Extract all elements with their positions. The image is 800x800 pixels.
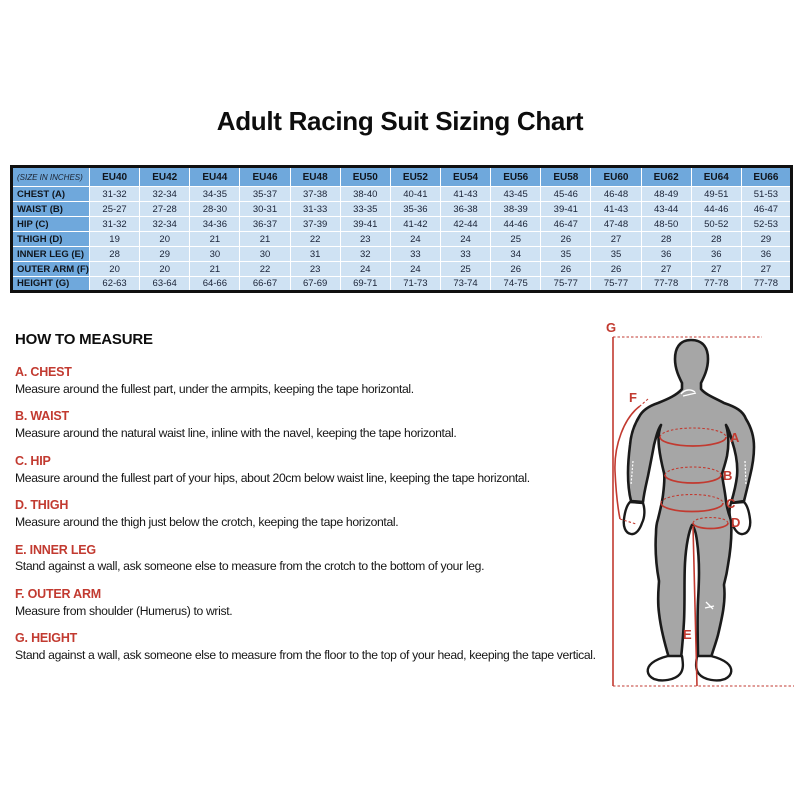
size-cell: 27 bbox=[741, 262, 791, 277]
size-column-header: EU40 bbox=[90, 167, 140, 187]
table-row bbox=[12, 262, 792, 277]
size-column-header: EU46 bbox=[240, 167, 290, 187]
size-cell: 21 bbox=[190, 232, 240, 247]
size-cell: 27 bbox=[691, 262, 741, 277]
measure-section-label: A. CHEST bbox=[15, 365, 72, 379]
body-figure-svg bbox=[598, 313, 798, 698]
size-cell: 52-53 bbox=[741, 217, 791, 232]
body-measurement-figure bbox=[598, 313, 798, 698]
size-cell: 24 bbox=[440, 232, 490, 247]
size-cell: 31-32 bbox=[90, 217, 140, 232]
size-cell: 43-45 bbox=[491, 187, 541, 202]
measure-section-text: Measure from shoulder (Humerus) to wrist. bbox=[15, 603, 233, 618]
size-cell: 35 bbox=[591, 247, 641, 262]
size-cell: 46-47 bbox=[541, 217, 591, 232]
size-cell: 46-47 bbox=[741, 202, 791, 217]
left-foot bbox=[648, 656, 683, 680]
size-cell: 38-39 bbox=[491, 202, 541, 217]
row-label: CHEST (A) bbox=[12, 187, 90, 202]
measure-section-text: Stand against a wall, ask someone else to measure from the crotch to the bottom of your leg. bbox=[15, 559, 485, 574]
size-cell: 36-38 bbox=[440, 202, 490, 217]
size-cell: 64-66 bbox=[190, 277, 240, 292]
measure-section-waist bbox=[15, 410, 607, 440]
size-cell: 31-32 bbox=[90, 187, 140, 202]
size-cell: 23 bbox=[290, 262, 340, 277]
size-cell: 44-46 bbox=[691, 202, 741, 217]
size-cell: 20 bbox=[140, 262, 190, 277]
row-label: HEIGHT (G) bbox=[12, 277, 90, 292]
size-cell: 42-44 bbox=[440, 217, 490, 232]
how-to-measure-section bbox=[15, 331, 607, 677]
size-cell: 30 bbox=[190, 247, 240, 262]
size-cell: 36 bbox=[741, 247, 791, 262]
size-cell: 24 bbox=[390, 262, 440, 277]
size-cell: 27 bbox=[591, 232, 641, 247]
size-cell: 73-74 bbox=[440, 277, 490, 292]
size-cell: 33 bbox=[390, 247, 440, 262]
measure-section-chest bbox=[15, 366, 607, 396]
row-label: INNER LEG (E) bbox=[12, 247, 90, 262]
size-cell: 45-46 bbox=[541, 187, 591, 202]
size-cell: 29 bbox=[140, 247, 190, 262]
size-cell: 20 bbox=[140, 232, 190, 247]
size-cell: 46-48 bbox=[591, 187, 641, 202]
size-cell: 27-28 bbox=[140, 202, 190, 217]
size-column-header: EU60 bbox=[591, 167, 641, 187]
table-row bbox=[12, 247, 792, 262]
table-corner-label: (SIZE IN INCHES) bbox=[12, 167, 90, 187]
size-cell: 21 bbox=[240, 232, 290, 247]
size-column-header: EU66 bbox=[741, 167, 791, 187]
sizing-table bbox=[10, 165, 793, 293]
size-cell: 25-27 bbox=[90, 202, 140, 217]
size-cell: 43-44 bbox=[641, 202, 691, 217]
measure-section-label: E. INNER LEG bbox=[15, 542, 96, 557]
size-cell: 26 bbox=[541, 232, 591, 247]
size-cell: 48-50 bbox=[641, 217, 691, 232]
size-column-header: EU42 bbox=[140, 167, 190, 187]
size-cell: 47-48 bbox=[591, 217, 641, 232]
measure-section-height bbox=[15, 632, 607, 662]
size-cell: 67-69 bbox=[290, 277, 340, 292]
size-cell: 28 bbox=[90, 247, 140, 262]
size-cell: 31 bbox=[290, 247, 340, 262]
measure-section-hip bbox=[15, 455, 607, 485]
size-cell: 30 bbox=[240, 247, 290, 262]
size-cell: 39-41 bbox=[541, 202, 591, 217]
size-cell: 28 bbox=[691, 232, 741, 247]
size-cell: 26 bbox=[591, 262, 641, 277]
size-cell: 35-36 bbox=[390, 202, 440, 217]
measure-section-text: Measure around the fullest part, under the armpits, keeping the tape horizontal. bbox=[15, 381, 414, 396]
size-column-header: EU62 bbox=[641, 167, 691, 187]
measure-section-text: Measure around the natural waist line, inline with the navel, keeping the tape horizontal. bbox=[15, 426, 457, 441]
table-header-row bbox=[12, 167, 792, 187]
row-label: THIGH (D) bbox=[12, 232, 90, 247]
row-label: HIP (C) bbox=[12, 217, 90, 232]
size-cell: 51-53 bbox=[741, 187, 791, 202]
size-cell: 22 bbox=[290, 232, 340, 247]
size-cell: 22 bbox=[240, 262, 290, 277]
size-column-header: EU44 bbox=[190, 167, 240, 187]
measure-section-label: D. THIGH bbox=[15, 498, 69, 513]
figure-label-outer-arm: F bbox=[629, 390, 637, 405]
size-cell: 32 bbox=[340, 247, 390, 262]
size-column-header: EU52 bbox=[390, 167, 440, 187]
size-column-header: EU48 bbox=[290, 167, 340, 187]
size-cell: 30-31 bbox=[240, 202, 290, 217]
size-cell: 33-35 bbox=[340, 202, 390, 217]
row-label: WAIST (B) bbox=[12, 202, 90, 217]
size-cell: 39-41 bbox=[340, 217, 390, 232]
table-row bbox=[12, 202, 792, 217]
measure-section-text: Measure around the thigh just below the crotch, keeping the tape horizontal. bbox=[15, 514, 399, 529]
size-cell: 69-71 bbox=[340, 277, 390, 292]
figure-label-hip: C bbox=[726, 496, 736, 511]
size-cell: 36-37 bbox=[240, 217, 290, 232]
size-cell: 34-35 bbox=[190, 187, 240, 202]
size-cell: 41-42 bbox=[390, 217, 440, 232]
size-column-header: EU50 bbox=[340, 167, 390, 187]
size-cell: 20 bbox=[90, 262, 140, 277]
size-cell: 27 bbox=[641, 262, 691, 277]
size-cell: 32-34 bbox=[140, 187, 190, 202]
size-cell: 36 bbox=[641, 247, 691, 262]
size-cell: 75-77 bbox=[541, 277, 591, 292]
size-cell: 63-64 bbox=[140, 277, 190, 292]
inner-leg-measure-line bbox=[693, 526, 697, 686]
size-cell: 62-63 bbox=[90, 277, 140, 292]
size-cell: 24 bbox=[340, 262, 390, 277]
size-cell: 28 bbox=[641, 232, 691, 247]
size-cell: 25 bbox=[440, 262, 490, 277]
size-cell: 34-36 bbox=[190, 217, 240, 232]
size-cell: 37-39 bbox=[290, 217, 340, 232]
size-cell: 50-52 bbox=[691, 217, 741, 232]
size-cell: 71-73 bbox=[390, 277, 440, 292]
measure-section-label: C. HIP bbox=[15, 453, 51, 468]
size-cell: 66-67 bbox=[240, 277, 290, 292]
measure-section-thigh bbox=[15, 499, 607, 529]
sizing-table-container bbox=[10, 165, 793, 293]
measure-section-text: Stand against a wall, ask someone else to measure from the floor to the top of your head, keeping the tape vertical. bbox=[15, 648, 596, 663]
size-cell: 31-33 bbox=[290, 202, 340, 217]
right-foot bbox=[696, 656, 731, 680]
size-cell: 24 bbox=[390, 232, 440, 247]
size-cell: 77-78 bbox=[691, 277, 741, 292]
size-cell: 26 bbox=[491, 262, 541, 277]
size-cell: 37-38 bbox=[290, 187, 340, 202]
size-column-header: EU56 bbox=[491, 167, 541, 187]
size-cell: 38-40 bbox=[340, 187, 390, 202]
size-cell: 77-78 bbox=[641, 277, 691, 292]
size-cell: 48-49 bbox=[641, 187, 691, 202]
size-cell: 41-43 bbox=[591, 202, 641, 217]
how-to-measure-heading: HOW TO MEASURE bbox=[15, 331, 153, 348]
size-cell: 29 bbox=[741, 232, 791, 247]
size-cell: 28-30 bbox=[190, 202, 240, 217]
measure-section-text: Measure around the fullest part of your hips, about 20cm below waist line, keeping the tape horizontal. bbox=[15, 470, 530, 485]
measure-section-inner-leg bbox=[15, 544, 607, 574]
size-cell: 77-78 bbox=[741, 277, 791, 292]
measure-section-label: F. OUTER ARM bbox=[15, 586, 102, 601]
size-cell: 19 bbox=[90, 232, 140, 247]
size-cell: 33 bbox=[440, 247, 490, 262]
page-title: Adult Racing Suit Sizing Chart bbox=[216, 106, 584, 136]
figure-label-waist: B bbox=[723, 468, 733, 483]
size-cell: 49-51 bbox=[691, 187, 741, 202]
figure-label-inner-leg: E bbox=[683, 627, 692, 642]
figure-label-height: G bbox=[606, 320, 617, 335]
size-cell: 75-77 bbox=[591, 277, 641, 292]
measure-section-outer-arm bbox=[15, 588, 607, 618]
table-row bbox=[12, 232, 792, 247]
measure-section-label: B. WAIST bbox=[15, 409, 69, 424]
figure-label-chest: A bbox=[730, 430, 740, 445]
size-cell: 40-41 bbox=[390, 187, 440, 202]
measure-section-label: G. HEIGHT bbox=[15, 631, 78, 646]
table-row bbox=[12, 277, 792, 292]
row-label: OUTER ARM (F) bbox=[12, 262, 90, 277]
left-hand bbox=[624, 502, 645, 534]
size-cell: 34 bbox=[491, 247, 541, 262]
size-cell: 36 bbox=[691, 247, 741, 262]
size-cell: 32-34 bbox=[140, 217, 190, 232]
size-cell: 21 bbox=[190, 262, 240, 277]
size-cell: 26 bbox=[541, 262, 591, 277]
size-cell: 44-46 bbox=[491, 217, 541, 232]
size-column-header: EU58 bbox=[541, 167, 591, 187]
size-cell: 35-37 bbox=[240, 187, 290, 202]
size-cell: 25 bbox=[491, 232, 541, 247]
size-cell: 74-75 bbox=[491, 277, 541, 292]
size-column-header: EU54 bbox=[440, 167, 490, 187]
size-column-header: EU64 bbox=[691, 167, 741, 187]
size-cell: 41-43 bbox=[440, 187, 490, 202]
size-cell: 23 bbox=[340, 232, 390, 247]
table-row bbox=[12, 217, 792, 232]
table-row bbox=[12, 187, 792, 202]
size-cell: 35 bbox=[541, 247, 591, 262]
figure-label-thigh: D bbox=[731, 515, 741, 530]
